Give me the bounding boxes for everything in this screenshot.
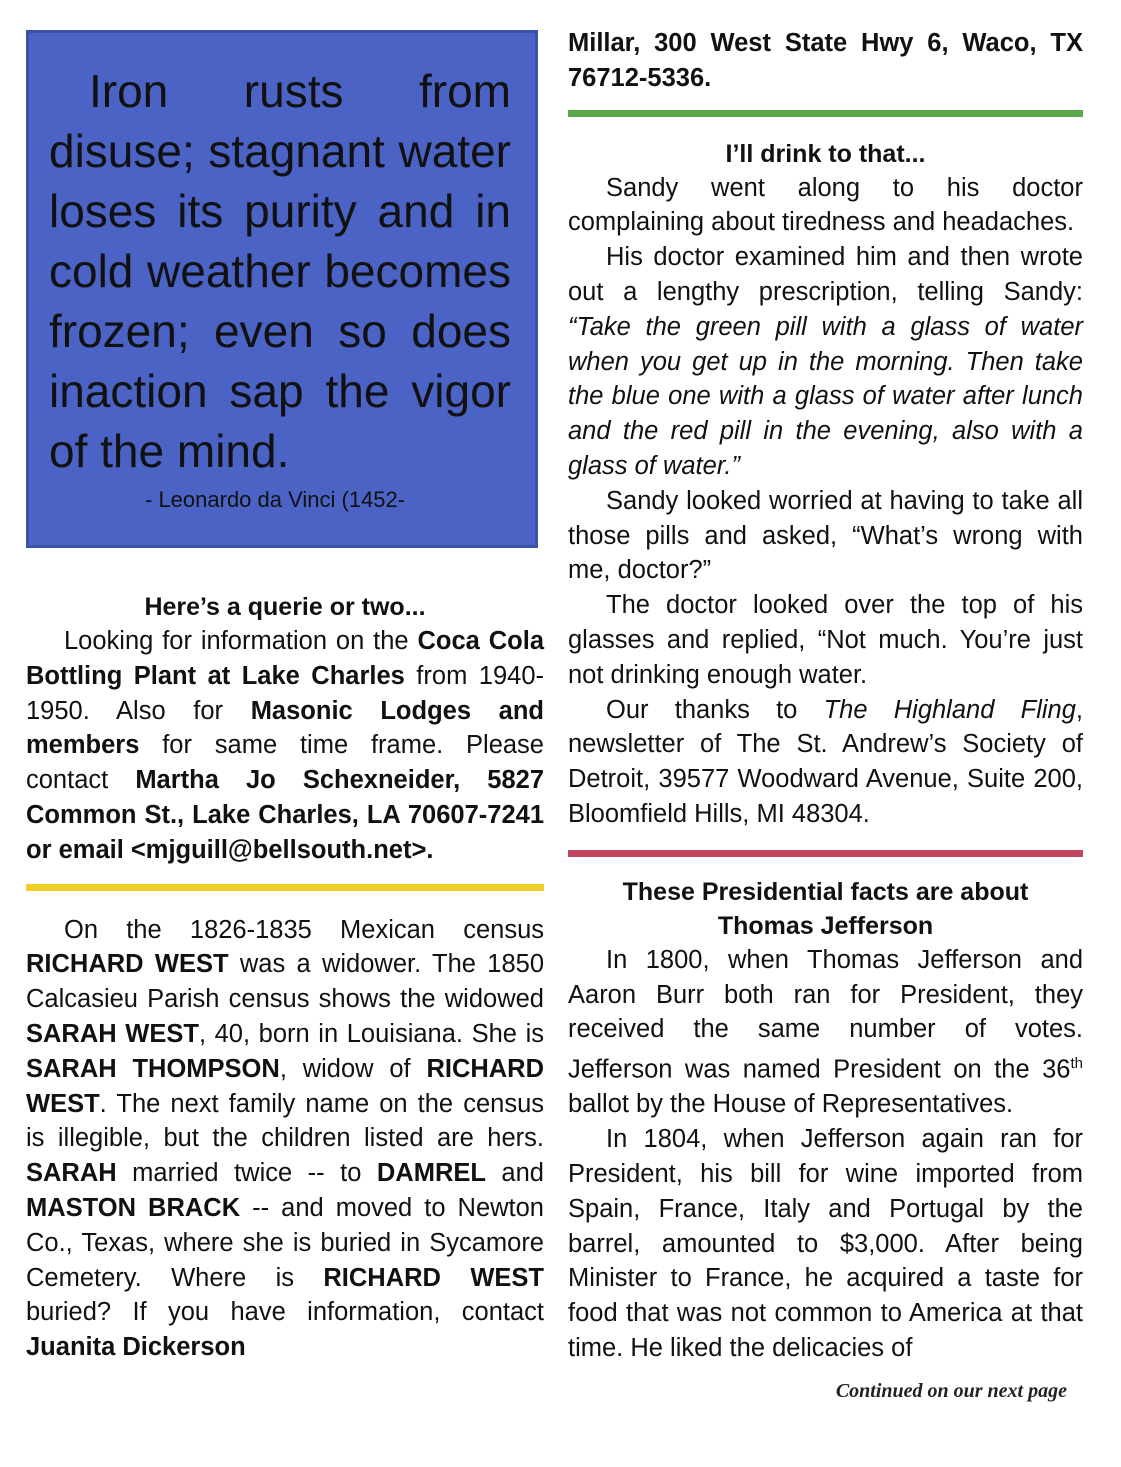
drink-paragraph-5: Our thanks to The Highland Fling, newsletter of The St. Andrew’s Society of Detroit, 39577 Woodward Avenue, Suite 200, Bloomfield Hills, MI 48304. bbox=[568, 695, 1083, 828]
jefferson-title-line-2: Thomas Jefferson bbox=[717, 911, 934, 940]
querie-title: Here’s a querie or two... bbox=[144, 593, 426, 621]
left-column bbox=[26, 30, 544, 1365]
address-continued: Millar, 300 West State Hwy 6, Waco, TX 76712-5336. bbox=[568, 29, 1083, 92]
drink-title: I’ll drink to that... bbox=[725, 139, 926, 168]
jefferson-paragraph-2: In 1804, when Jefferson again ran for President, his bill for wine imported from Spain, France, Italy and Portugal by the barrel, amounted to $3,000. After being Minister to France, he acquired a taste for food that was not common to America at that time. He liked the delicacies of bbox=[568, 1125, 1083, 1362]
quote-box bbox=[26, 30, 538, 548]
drink-paragraph-2: His doctor examined him and then wrote out a lengthy prescription, telling Sandy: “Take the green pill with a glass of water when you get up in the morning. Then take the blue one with a glass of water after lunch and the red pill in the evening, also with a glass of water.” bbox=[568, 243, 1083, 480]
right-column bbox=[568, 26, 1083, 1403]
drink-paragraph-4: The doctor looked over the top of his glasses and replied, “Not much. You’re just not drinking enough water. bbox=[568, 591, 1083, 689]
querie-paragraph: Looking for information on the Coca Cola Bottling Plant at Lake Charles from 1940-1950. Also for Masonic Lodges and members for same time frame. Please contact Martha Jo Schexneider, 5827 Common St., Lake Charles, LA 70607-7241 or email <mjguill@bellsouth.net>. bbox=[26, 627, 545, 864]
jefferson-paragraph-1: In 1800, when Thomas Jefferson and Aaron Burr both ran for President, they received the same number of votes. Jefferson was named President on the 36th ballot by the House of Representatives. bbox=[568, 945, 1083, 1119]
green-divider bbox=[568, 110, 1083, 117]
quote-text: Iron rusts from disuse; stagnant water loses its purity and in cold weather becomes frozen; even so does inaction sap the vigor of the mind. bbox=[49, 65, 511, 477]
quote-author: - Leonardo da Vinci (1452- bbox=[145, 487, 406, 512]
continued-note: Continued on our next page bbox=[835, 1379, 1067, 1402]
census-paragraph: On the 1826-1835 Mexican census RICHARD WEST was a widower. The 1850 Calcasieu Parish census shows the widowed SARAH WEST, 40, born in Louisiana. She is SARAH THOMPSON, widow of RICHARD WEST. The next family name on the census is illegible, but the children listed are hers. SARAH married twice -- to DAMREL and MASTON BRACK -- and moved to Newton Co., Texas, where she is buried in Sycamore Cemetery. Where is RICHARD WEST buried? If you have information, contact Juanita Dickerson bbox=[26, 915, 545, 1362]
red-divider bbox=[568, 850, 1083, 857]
yellow-divider bbox=[26, 884, 544, 891]
drink-paragraph-3: Sandy looked worried at having to take all those pills and asked, “What’s wrong with me, doctor?” bbox=[568, 486, 1083, 585]
drink-paragraph-1: Sandy went along to his doctor complaining about tiredness and headaches. bbox=[568, 173, 1083, 237]
jefferson-title-line-1: These Presidential facts are about bbox=[622, 877, 1029, 906]
